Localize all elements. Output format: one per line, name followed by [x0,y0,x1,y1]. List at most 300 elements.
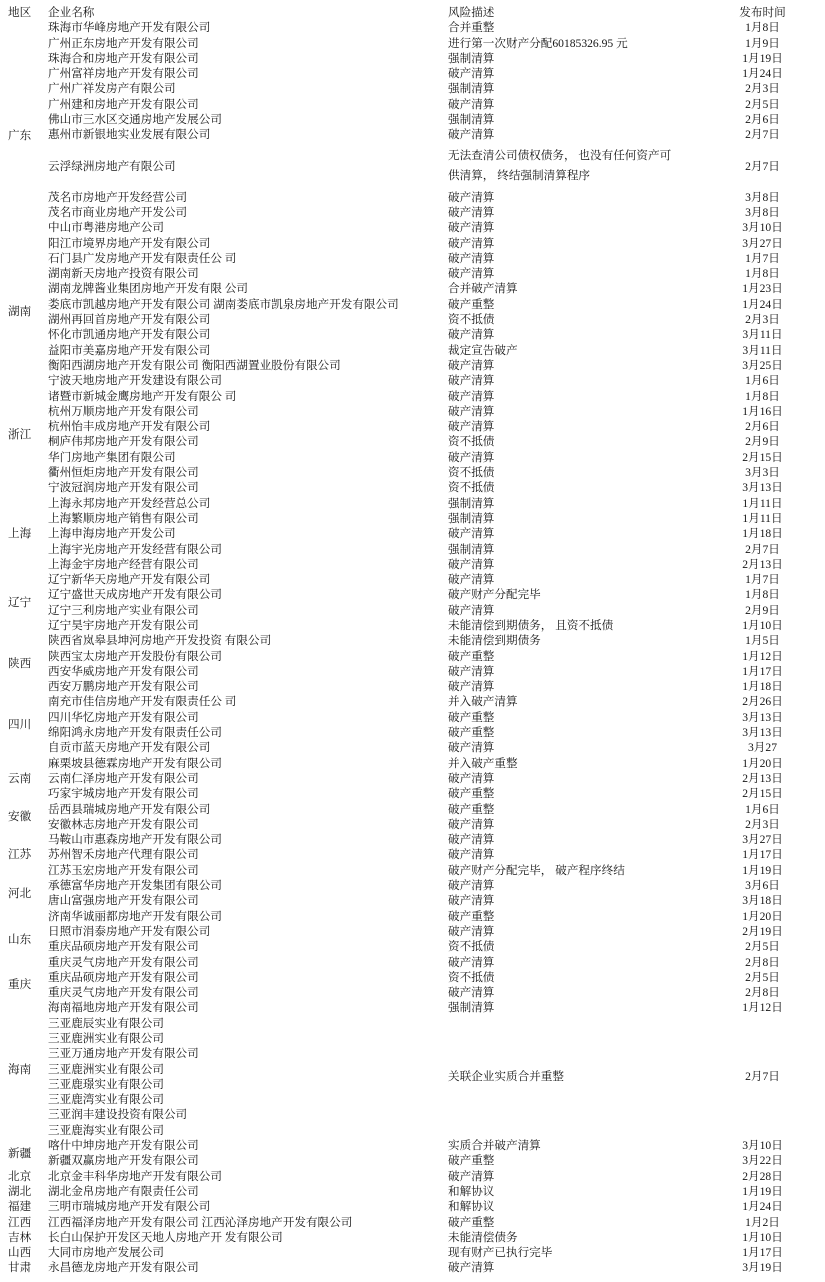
date-cell: 1月12日 [742,649,783,663]
company-cell: 喀什中坤房地产开发有限公司 [48,1139,199,1153]
company-cell: 辽宁新华天房地产开发有限公司 [48,573,211,587]
table-row [0,404,825,419]
table-header [0,5,825,20]
date-cell: 1月7日 [745,573,780,587]
risk-cell: 破产清算 [448,404,495,418]
region-cell: 新疆 [8,1146,32,1160]
risk-cell: 破产清算 [448,741,495,755]
risk-cell: 破产清算 [448,205,495,219]
risk-cell: 强制清算 [448,82,495,96]
risk-cell: 强制清算 [448,542,495,556]
table-row [0,496,825,511]
risk-cell: 合并破产清算 [448,282,518,296]
risk-line: 供清算， 终结强制清算程序 [448,169,591,183]
risk-cell: 破产清算 [448,924,495,938]
date-cell: 2月19日 [742,924,783,938]
date-cell: 3月6日 [745,879,780,893]
region-cell: 海南 [8,1062,32,1076]
table-row [0,511,825,526]
table-row [0,985,825,1000]
risk-cell: 破产重整 [448,726,495,740]
company-cell: 宁波冠润房地产开发有限公司 [48,481,199,495]
company-cell [48,1016,448,1138]
date-cell: 3月3日 [745,466,780,480]
table-row [0,970,825,985]
company-cell: 大同市房地产发展公司 [48,1246,164,1260]
risk-cell: 破产清算 [448,190,495,204]
date-cell: 1月20日 [742,909,783,923]
region-cell: 安徽 [8,810,32,824]
company-cell: 湖州再回首房地产开发有限公司 [48,313,211,327]
table-row [0,725,825,740]
region-cell: 江西 [8,1215,32,1229]
risk-cell: 实质合并破产清算 [448,1139,541,1153]
risk-cell: 关联企业实质合并重整 [448,1070,564,1084]
date-cell: 3月10日 [742,221,783,235]
date-cell: 2月6日 [745,420,780,434]
company-cell: 重庆灵气房地产开发有限公司 [48,986,199,1000]
company-cell: 麻栗坡县德霖房地产开发有限公司 [48,756,222,770]
company-line: 三亚万通房地产开发有限公司 [48,1047,199,1061]
company-cell: 阳江市境界房地产开发有限公司 [48,236,211,250]
date-cell: 1月10日 [742,1230,783,1244]
table-row [0,1199,825,1214]
company-cell: 南充市佳信房地产开发有限责任公 司 [48,695,237,709]
risk-cell: 资不抵债 [448,313,495,327]
date-cell: 2月7日 [745,159,780,173]
company-cell: 上海金宇房地产经营有限公司 [48,557,199,571]
company-cell: 宁波天地房地产开发建设有限公司 [48,374,222,388]
company-cell: 北京金丰科华房地产开发有限公司 [48,1169,222,1183]
table-row [0,893,825,908]
table-row [0,572,825,587]
date-cell: 3月27 [748,741,777,755]
risk-cell: 破产重整 [448,1154,495,1168]
risk-cell: 破产清算 [448,1261,495,1275]
risk-cell: 破产清算 [448,267,495,281]
risk-cell: 破产清算 [448,97,495,111]
date-cell: 1月6日 [745,802,780,816]
table-row [0,1215,825,1230]
risk-cell: 破产清算 [448,221,495,235]
date-cell: 3月27日 [742,833,783,847]
table-row [0,832,825,847]
company-cell: 娄底市凯越房地产开发有限公司 湖南娄底市凯泉房地产开发有限公司 [48,297,399,311]
date-cell: 1月23日 [742,282,783,296]
date-cell: 1月9日 [745,36,780,50]
date-cell: 3月27日 [742,236,783,250]
date-cell: 3月8日 [745,205,780,219]
table-row [0,66,825,81]
region-cell: 吉林 [8,1230,32,1244]
table-row [0,817,825,832]
region-cell: 湖南 [8,305,32,319]
table-row [0,756,825,771]
date-cell: 1月20日 [742,756,783,770]
company-cell: 桐庐伟邦房地产开发有限公司 [48,435,199,449]
risk-cell: 强制清算 [448,511,495,525]
risk-cell: 合并重整 [448,21,495,35]
table-row [0,786,825,801]
risk-cell: 破产清算 [448,128,495,142]
risk-cell: 和解协议 [448,1200,495,1214]
date-cell: 1月5日 [745,634,780,648]
risk-cell: 资不抵债 [448,481,495,495]
date-cell: 2月6日 [745,113,780,127]
company-cell: 巧家宇城房地产开发有限公司 [48,787,199,801]
risk-cell: 并入破产清算 [448,695,518,709]
table-row [0,327,825,342]
company-cell: 珠海合和房地产开发有限公司 [48,51,199,65]
company-cell: 茂名市商业房地产开发公司 [48,205,188,219]
company-line: 三亚鹿璟实业有限公司 [48,1077,164,1091]
header-date: 发布时间 [739,6,786,19]
table-row [0,878,825,893]
region-cell: 重庆 [8,978,32,992]
company-cell: 广州广祥发房产有限公司 [48,82,176,96]
date-cell: 2月15日 [742,450,783,464]
company-cell: 陕西省岚皋县坤河房地产开发投资 有限公司 [48,634,272,648]
company-cell: 广州富祥房地产开发有限公司 [48,67,199,81]
risk-cell: 破产清算 [448,894,495,908]
date-cell: 2月15日 [742,787,783,801]
table-row [0,633,825,648]
risk-cell: 破产重整 [448,1215,495,1229]
company-cell: 珠海市华峰房地产开发有限公司 [48,21,211,35]
risk-cell: 破产清算 [448,603,495,617]
company-cell: 中山市粤港房地产公司 [48,221,164,235]
risk-cell: 进行第一次财产分配60185326.95 元 [448,36,628,50]
table-row [0,51,825,66]
risk-cell: 并入破产重整 [448,756,518,770]
region-cell: 福建 [8,1200,32,1214]
region-cell: 广东 [8,128,32,142]
risk-cell: 破产清算 [448,358,495,372]
risk-cell: 资不抵债 [448,970,495,984]
date-cell: 2月3日 [745,82,780,96]
risk-cell: 现有财产已执行完毕 [448,1246,553,1260]
date-cell: 2月5日 [745,940,780,954]
date-cell: 2月3日 [745,313,780,327]
table-row [0,297,825,312]
risk-cell: 破产清算 [448,328,495,342]
date-cell: 3月18日 [742,894,783,908]
date-cell: 2月28日 [742,1169,783,1183]
table-row [0,205,825,220]
date-cell: 2月8日 [745,955,780,969]
date-cell: 1月24日 [742,1200,783,1214]
company-cell: 安徽林志房地产开发有限公司 [48,817,199,831]
company-cell: 重庆灵气房地产开发有限公司 [48,955,199,969]
company-cell: 诸暨市新城金鹰房地产开发有限公 司 [48,389,237,403]
table-row [0,127,825,142]
date-cell: 1月8日 [745,588,780,602]
table-row [0,434,825,449]
company-cell: 济南华诚丽都房地产开发有限公司 [48,909,222,923]
company-cell: 自贡市蓝天房地产开发有限公司 [48,741,211,755]
company-cell: 重庆品硕房地产开发有限公司 [48,940,199,954]
risk-cell: 强制清算 [448,113,495,127]
company-cell: 新疆双赢房地产开发有限公司 [48,1154,199,1168]
risk-cell: 破产重整 [448,649,495,663]
table-row [0,1260,825,1275]
company-cell: 长白山保护开发区天地人房地产开 发有限公司 [48,1230,283,1244]
date-cell: 3月8日 [745,190,780,204]
table-row [0,955,825,970]
company-cell: 西安万鹏房地产开发有限公司 [48,680,199,694]
table-row [0,251,825,266]
date-cell: 1月11日 [742,496,783,510]
table-row [0,694,825,709]
table-row [0,802,825,817]
company-cell: 上海宇光房地产开发经营有限公司 [48,542,222,556]
table-row [0,236,825,251]
date-cell: 1月19日 [742,51,783,65]
table-row [0,20,825,35]
table-row [0,1245,825,1260]
table-row [0,358,825,373]
risk-cell: 破产重整 [448,787,495,801]
company-cell: 衡阳西湖房地产开发有限公司 衡阳西湖置业股份有限公司 [48,358,341,372]
company-cell: 江苏玉宏房地产开发有限公司 [48,863,199,877]
table-row [0,526,825,541]
company-cell: 佛山市三水区交通房地产发展公司 [48,113,222,127]
table-row [0,618,825,633]
company-line: 三亚鹿洲实业有限公司 [48,1062,164,1076]
table-row [0,679,825,694]
date-cell: 2月5日 [745,97,780,111]
risk-cell: 破产清算 [448,848,495,862]
date-cell: 2月9日 [745,435,780,449]
document-page [0,5,825,1282]
table-row [0,312,825,327]
risk-cell: 破产清算 [448,986,495,1000]
company-cell: 承德富华房地产开发集团有限公司 [48,879,222,893]
company-cell: 湖南龙牌酱业集团房地产开发有限 公司 [48,282,248,296]
date-cell: 1月11日 [742,511,783,525]
company-cell: 怀化市凯通房地产开发有限公司 [48,328,211,342]
date-cell: 3月10日 [742,1139,783,1153]
company-cell: 云南仁泽房地产开发有限公司 [48,771,199,785]
date-cell: 2月13日 [742,771,783,785]
table-row [0,1138,825,1153]
company-line: 三亚鹿湾实业有限公司 [48,1093,164,1107]
region-cell: 山东 [8,932,32,946]
risk-cell: 资不抵债 [448,940,495,954]
region-cell: 北京 [8,1169,32,1183]
date-cell: 2月9日 [745,603,780,617]
risk-cell: 和解协议 [448,1184,495,1198]
table-row [0,649,825,664]
table-row [0,587,825,602]
date-cell: 3月11日 [742,343,783,357]
company-cell: 茂名市房地产开发经营公司 [48,190,188,204]
table-row [0,710,825,725]
company-cell: 陕西宝太房地产开发股份有限公司 [48,649,222,663]
company-cell: 海南福地房地产开发有限公司 [48,1001,199,1015]
table-row [0,909,825,924]
company-cell: 杭州万顺房地产开发有限公司 [48,404,199,418]
date-cell: 1月17日 [742,848,783,862]
region-cell: 湖北 [8,1184,32,1198]
risk-cell: 强制清算 [448,496,495,510]
risk-cell: 破产清算 [448,67,495,81]
company-cell: 云浮绿洲房地产有限公司 [48,159,176,173]
table-row [0,740,825,755]
date-cell: 1月17日 [742,664,783,678]
risk-cell: 破产清算 [448,680,495,694]
company-cell: 上海繁顺房地产销售有限公司 [48,511,199,525]
risk-line: 无法查清公司债权债务， 也没有任何资产可 [448,149,672,163]
table-row [0,863,825,878]
table-row [0,1000,825,1015]
risk-cell: 未能清偿债务 [448,1230,518,1244]
company-cell: 上海永邦房地产开发经营总公司 [48,496,211,510]
risk-cell: 强制清算 [448,51,495,65]
header-risk: 风险描述 [448,6,495,19]
company-cell: 广州建和房地产开发有限公司 [48,97,199,111]
date-cell: 1月8日 [745,267,780,281]
table-row [0,465,825,480]
company-cell: 西安华威房地产开发有限公司 [48,664,199,678]
table-row [0,664,825,679]
risk-cell: 破产清算 [448,1169,495,1183]
company-line: 三亚鹿海实业有限公司 [48,1123,164,1137]
risk-cell: 破产重整 [448,909,495,923]
date-cell: 2月8日 [745,986,780,1000]
table-row [0,1230,825,1245]
table-row [0,419,825,434]
risk-cell: 破产清算 [448,420,495,434]
date-cell: 1月17日 [742,1246,783,1260]
risk-cell: 资不抵债 [448,466,495,480]
date-cell: 3月13日 [742,710,783,724]
date-cell: 1月24日 [742,297,783,311]
region-cell: 山西 [8,1246,32,1260]
table-row [0,1169,825,1184]
region-cell: 四川 [8,718,32,732]
company-cell: 上海申海房地产开发公司 [48,527,176,541]
risk-cell: 破产清算 [448,450,495,464]
risk-cell: 破产财产分配完毕， 破产程序终结 [448,863,625,877]
region-cell: 甘肃 [8,1261,32,1275]
table-body [0,20,825,1275]
date-cell: 1月8日 [745,21,780,35]
company-cell: 湖北金帛房地产有限责任公司 [48,1184,199,1198]
table-row [0,143,825,190]
date-cell: 1月2日 [745,1215,780,1229]
company-cell: 三明市瑞城房地产开发有限公司 [48,1200,211,1214]
company-cell: 四川华忆房地产开发有限公司 [48,710,199,724]
table-row [0,847,825,862]
table-row [0,1016,825,1138]
date-cell: 1月10日 [742,618,783,632]
date-cell: 2月7日 [745,1070,780,1084]
company-cell: 岳西县瑞城房地产开发有限公司 [48,802,211,816]
risk-cell: 资不抵债 [448,435,495,449]
date-cell: 3月13日 [742,481,783,495]
table-row [0,112,825,127]
risk-cell: 破产清算 [448,955,495,969]
table-row [0,281,825,296]
company-cell: 江西福泽房地产开发有限公司 江西沁泽房地产开发有限公司 [48,1215,353,1229]
date-cell: 1月6日 [745,374,780,388]
date-cell: 1月12日 [742,1001,783,1015]
table-row [0,266,825,281]
table-row [0,450,825,465]
region-cell: 上海 [8,527,32,541]
company-line: 三亚润丰建设投资有限公司 [48,1108,188,1122]
header-row [0,5,825,20]
company-cell: 苏州智禾房地产代理有限公司 [48,848,199,862]
date-cell: 3月22日 [742,1154,783,1168]
table-row [0,480,825,495]
table-row [0,924,825,939]
header-company: 企业名称 [48,6,95,19]
company-cell: 华门房地产集团有限公司 [48,450,176,464]
date-cell: 2月7日 [745,128,780,142]
risk-cell: 裁定宣告破产 [448,343,518,357]
company-cell: 永昌德龙房地产开发有限公司 [48,1261,199,1275]
risk-cell: 破产财产分配完毕 [448,588,541,602]
company-cell: 广州正东房地产开发有限公司 [48,36,199,50]
risk-cell: 破产清算 [448,573,495,587]
region-cell: 江苏 [8,848,32,862]
risk-cell: 破产清算 [448,664,495,678]
risk-table [0,5,825,1276]
risk-cell: 破产清算 [448,527,495,541]
company-cell: 唐山富强房地产开发有限公司 [48,894,199,908]
risk-cell: 破产重整 [448,710,495,724]
risk-cell: 破产重整 [448,802,495,816]
table-row [0,771,825,786]
date-cell: 1月19日 [742,1184,783,1198]
table-row [0,1184,825,1199]
date-cell: 1月24日 [742,67,783,81]
company-cell: 马鞍山市惠森房地产开发有限公司 [48,833,222,847]
date-cell: 2月7日 [745,542,780,556]
region-cell: 浙江 [8,427,32,441]
table-row [0,190,825,205]
table-row [0,343,825,358]
company-cell: 惠州市新银地实业发展有限公司 [48,128,211,142]
company-cell: 辽宁三利房地产实业有限公司 [48,603,199,617]
table-row [0,81,825,96]
table-row [0,220,825,235]
risk-cell: 破产清算 [448,236,495,250]
table-row [0,603,825,618]
company-cell: 重庆品硕房地产开发有限公司 [48,970,199,984]
risk-cell: 破产清算 [448,817,495,831]
table-row [0,373,825,388]
company-line: 三亚鹿洲实业有限公司 [48,1032,164,1045]
date-cell: 2月13日 [742,557,783,571]
risk-cell: 破产清算 [448,879,495,893]
risk-cell: 未能清偿到期债务 [448,634,541,648]
header-region: 地区 [8,6,32,19]
date-cell: 1月7日 [745,251,780,265]
risk-cell: 破产清算 [448,771,495,785]
table-row [0,557,825,572]
date-cell: 3月25日 [742,358,783,372]
table-row [0,542,825,557]
company-cell: 日照市涓泰房地产开发有限公司 [48,924,211,938]
company-line: 三亚鹿辰实业有限公司 [48,1016,164,1030]
date-cell: 1月18日 [742,527,783,541]
company-cell: 辽宁昊宇房地产开发有限公司 [48,618,199,632]
company-cell: 衢州恒炬房地产开发有限公司 [48,466,199,480]
table-row [0,97,825,112]
